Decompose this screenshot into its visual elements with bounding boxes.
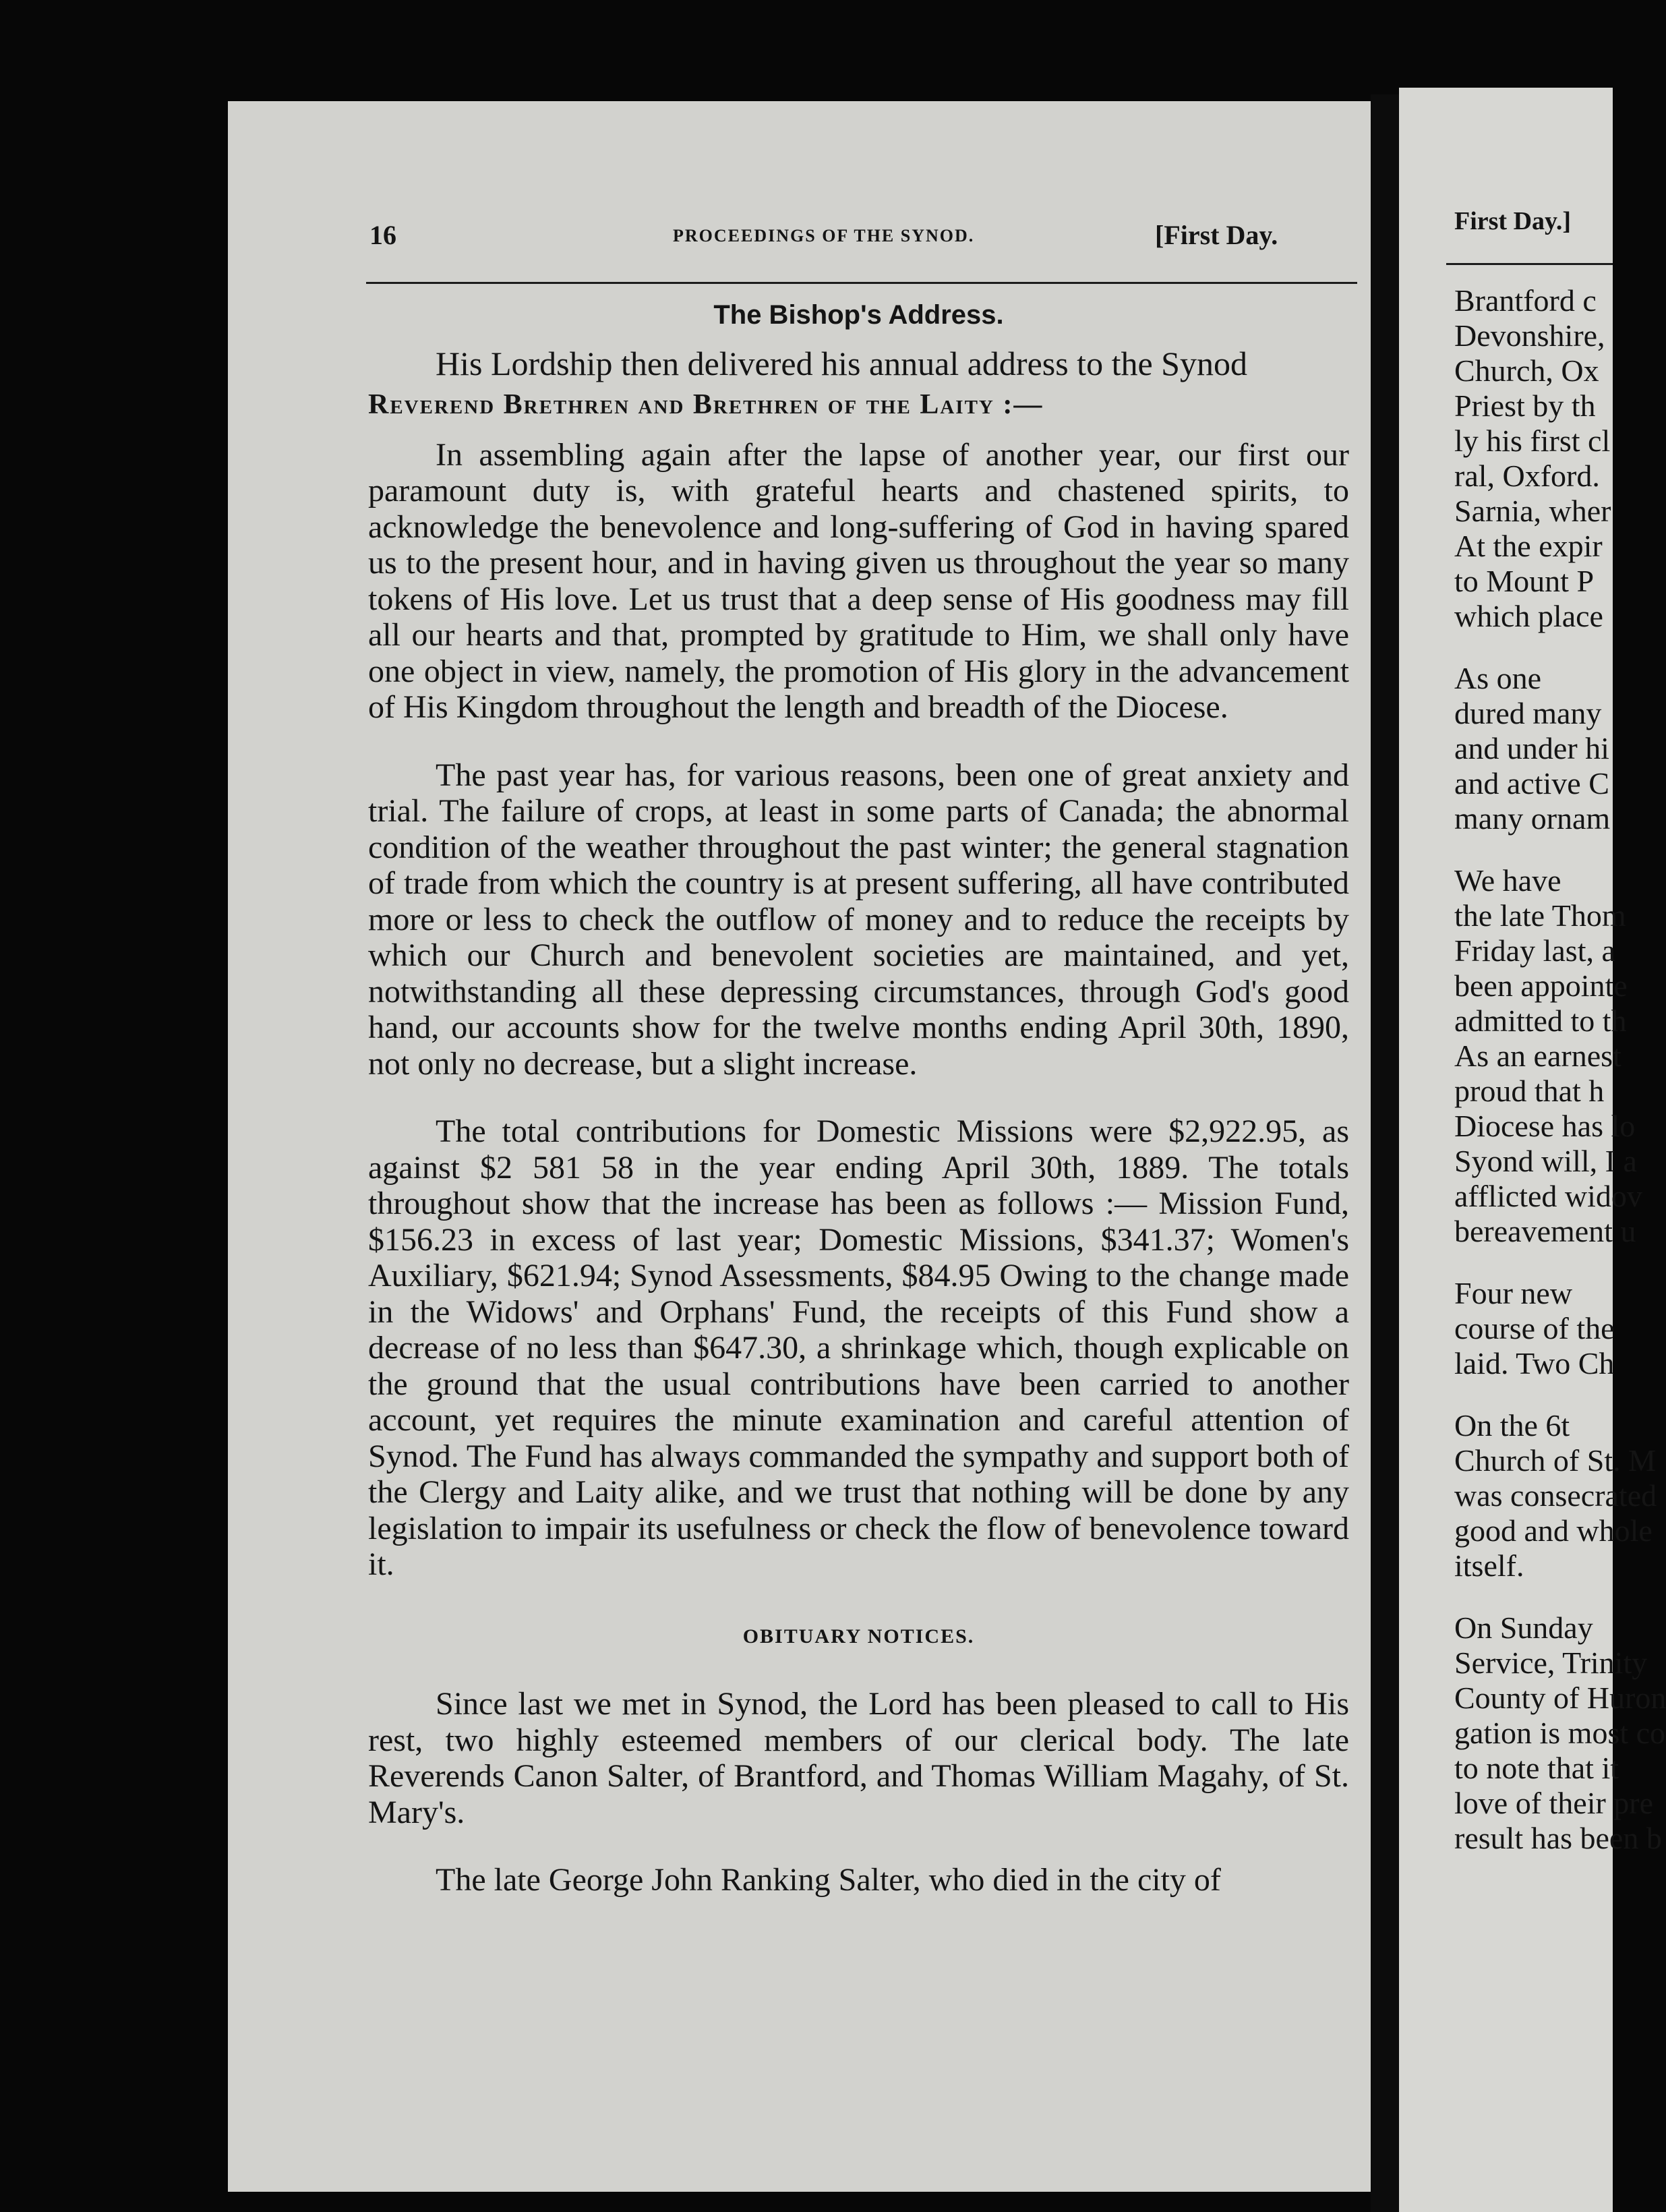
obituary-paragraph: The late George John Ranking Salter, who died in the city of	[436, 1862, 1221, 1898]
page-body	[368, 295, 1349, 1898]
right-text-line: and under hi	[1454, 731, 1609, 765]
right-text-line: to Mount P	[1454, 564, 1595, 598]
right-page-text	[1454, 283, 1666, 1856]
paragraph-gap	[1454, 836, 1657, 863]
paragraph-gap	[1454, 1381, 1657, 1408]
right-text-line: Devonshire,	[1454, 318, 1605, 353]
right-text-line: ral, Oxford.	[1454, 459, 1600, 493]
right-text-line: bereavement u	[1454, 1214, 1636, 1248]
right-text-line: Syond will, I a	[1454, 1144, 1637, 1178]
right-text-line: course of the	[1454, 1311, 1615, 1345]
right-text-line: Sarnia, wher	[1454, 494, 1611, 528]
header-rule	[366, 282, 1357, 284]
right-text-line: dured many	[1454, 696, 1602, 730]
right-text-line: On the 6t	[1454, 1408, 1570, 1443]
day-label: [First Day.	[1155, 220, 1278, 250]
right-text-line: been appointe	[1454, 968, 1628, 1003]
right-text-line: We have	[1454, 863, 1561, 898]
right-text-line: As an earnest	[1454, 1039, 1622, 1073]
right-text-line: itself.	[1454, 1548, 1524, 1583]
right-text-line: laid. Two Ch	[1454, 1346, 1615, 1380]
right-text-line: ly his first cl	[1454, 424, 1611, 458]
body-paragraph: In assembling again after the lapse of another year, our first our paramount duty is, with grateful hearts and chastened spirits, to acknowledge the benevolence and long-suffering of God in having spared us to the present hour, and in having given us throughout the year so many tokens of His love. Let us trust that a deep sense of His goodness may fill all our hearts and that, prompted by gratitude to Him, we shall only have one object in view, namely, the promotion of His glory in the advancement of His Kingdom throughout the length and breadth of the Diocese.	[368, 436, 1349, 725]
right-text-line: the late Thom	[1454, 898, 1626, 933]
right-text-line: afflicted widov	[1454, 1179, 1642, 1213]
right-text-line: many ornam	[1454, 801, 1611, 836]
right-text-line: love of their pre	[1454, 1786, 1654, 1820]
left-page	[228, 101, 1371, 2192]
right-text-line: Brantford c	[1454, 283, 1597, 318]
right-text-line: On Sunday	[1454, 1610, 1593, 1645]
section-title: The Bishop's Address.	[713, 300, 1004, 330]
obituary-heading: OBITUARY NOTICES.	[742, 1625, 975, 1648]
right-text-line: County of Huron	[1454, 1681, 1666, 1715]
right-text-line: At the expir	[1454, 529, 1603, 563]
address-intro: His Lordship then delivered his annual address to the Synod	[436, 344, 1247, 382]
running-head: PROCEEDINGS OF THE SYNOD.	[673, 226, 975, 245]
right-text-line: Service, Trinity	[1454, 1646, 1648, 1680]
right-text-line: gation is most co	[1454, 1716, 1666, 1750]
paragraph-gap	[1454, 1583, 1657, 1610]
right-day-label: First Day.]	[1454, 207, 1572, 235]
body-paragraph: The past year has, for various reasons, been one of great anxiety and trial. The failure of crops, at least in some parts of Canada; the abnormal condition of the weather throughout the past winter; the general stagnation of trade from which the country is at present suffering, all have contributed more or less to check the outflow of money and to reduce the receipts by which our Church and benevolent societies are maintained, and yet, notwithstanding all these depressing circumstances, through God's good hand, our accounts show for the twelve months ending April 30th, 1890, not only no decrease, but a slight increase.	[368, 757, 1349, 1082]
right-text-line: Diocese has lo	[1454, 1109, 1636, 1143]
right-text-line: As one	[1454, 661, 1542, 695]
right-text-line: and active C	[1454, 766, 1609, 801]
right-text-line: Church of St. M	[1454, 1443, 1656, 1478]
book-gutter	[1371, 94, 1399, 2212]
obituary-paragraph: Since last we met in Synod, the Lord has been pleased to call to His rest, two highly esteemed members of our clerical body. The late Reverends Canon Salter, of Brantford, and Thomas William Magahy, of St. Mary's.	[368, 1686, 1349, 1830]
right-text-line: Four new	[1454, 1276, 1573, 1310]
salutation: Reverend Brethren and Brethren of the Laity :—	[368, 389, 1044, 420]
paragraph-gap	[1454, 634, 1657, 661]
right-text-line: result has been b	[1454, 1821, 1662, 1855]
right-text-line: Church, Ox	[1454, 353, 1599, 388]
right-page	[1399, 88, 1666, 2212]
page-number: 16	[369, 220, 396, 250]
right-header-rule	[1446, 263, 1613, 265]
paragraph-gap	[1454, 1249, 1657, 1276]
right-text-line: to note that it	[1454, 1751, 1619, 1785]
body-paragraph: The total contributions for Domestic Missions were $2,922.95, as against $2 581 58 in the year ending April 30th, 1889. The totals throughout show that the increase has been as follows :— Mission Fund, $156.23 in excess of last year; Domestic Missions, $341.37; Women's Auxiliary, $621.94; Synod Assessments, $84.95 Owing to the change made in the Widows' and Orphans' Fund, the receipts of this Fund show a decrease of no less than $647.30, a shrinkage which, though explicable on the ground that the usual contributions have been carried to another account, yet requires the minute examination and careful attention of Synod. The Fund has always commanded the sympathy and support both of the Clergy and Laity alike, and we trust that nothing will be done by any legislation to impair its usefulness or check the flow of benevolence toward it.	[368, 1113, 1349, 1582]
right-text-line: good and whole	[1454, 1513, 1653, 1548]
right-text-line: Priest by th	[1454, 388, 1596, 423]
right-text-line: was consecrated	[1454, 1478, 1657, 1513]
right-text-line: admitted to th	[1454, 1003, 1627, 1038]
right-text-line: proud that h	[1454, 1074, 1605, 1108]
right-text-line: which place	[1454, 599, 1603, 633]
right-text-line: Friday last, a	[1454, 933, 1615, 968]
